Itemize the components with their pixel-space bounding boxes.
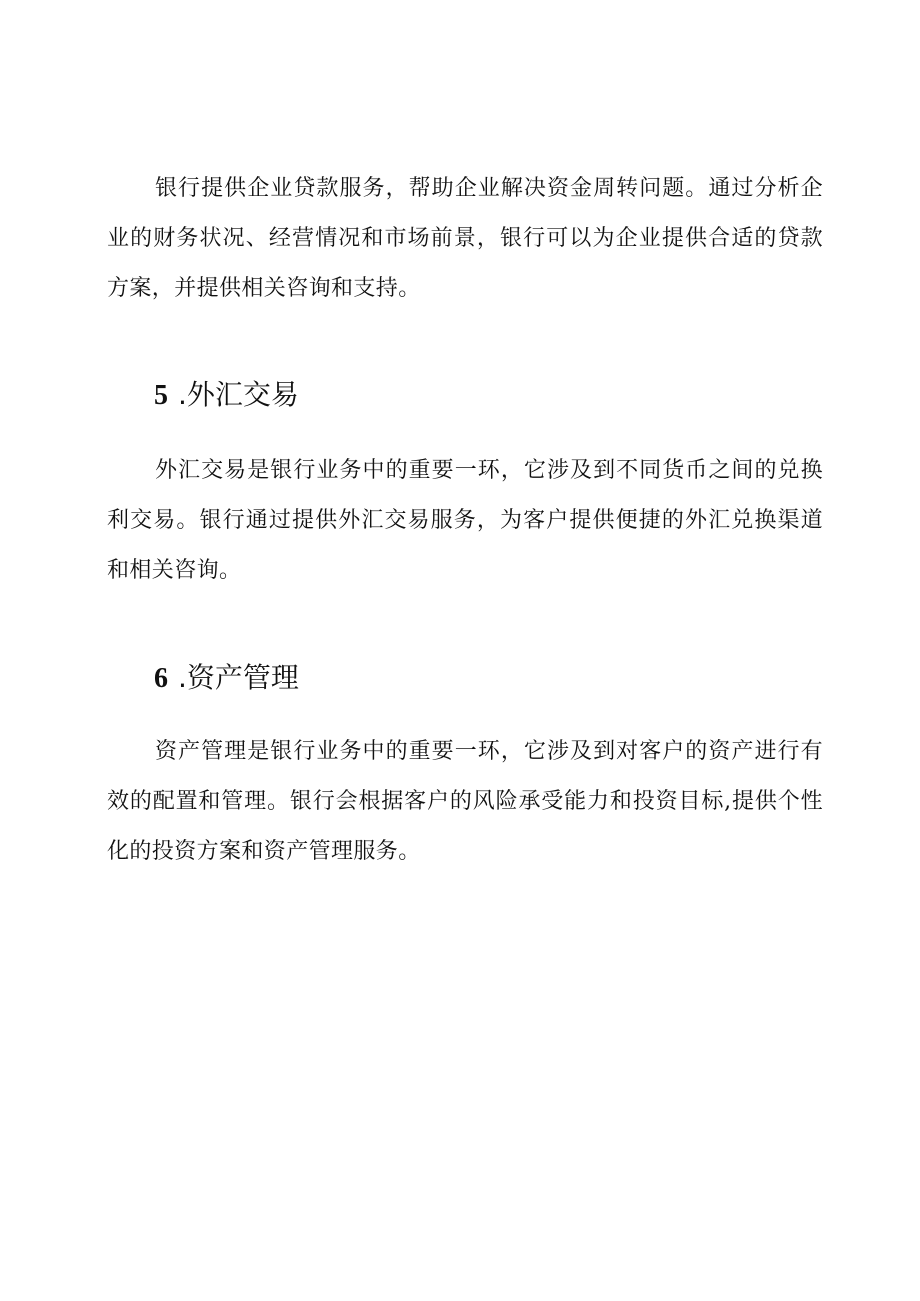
loan-paragraph: 银行提供企业贷款服务，帮助企业解决资金周转问题。通过分析企业的财务状况、经营情况和市场前景，银行可以为企业提供合适的贷款方案，并提供相关咨询和支持。 bbox=[107, 176, 823, 301]
forex-paragraph: 外汇交易是银行业务中的重要一环，它涉及到不同货币之间的兑换利交易。银行通过提供外汇交易服务，为客户提供便捷的外汇兑换渠道和相关咨询。 bbox=[107, 458, 823, 583]
section-heading-forex bbox=[154, 377, 299, 414]
asset-paragraph: 资产管理是银行业务中的重要一环，它涉及到对客户的资产进行有效的配置和管理。银行会根据客户的风险承受能力和投资目标,提供个性化的投资方案和资产管理服务。 bbox=[107, 739, 823, 864]
section-title: .外汇交易 bbox=[178, 378, 299, 411]
section-number: 5 bbox=[154, 380, 168, 411]
section-title: .资产管理 bbox=[178, 661, 299, 694]
section-heading-asset bbox=[154, 660, 299, 697]
section-number: 6 bbox=[154, 663, 168, 694]
